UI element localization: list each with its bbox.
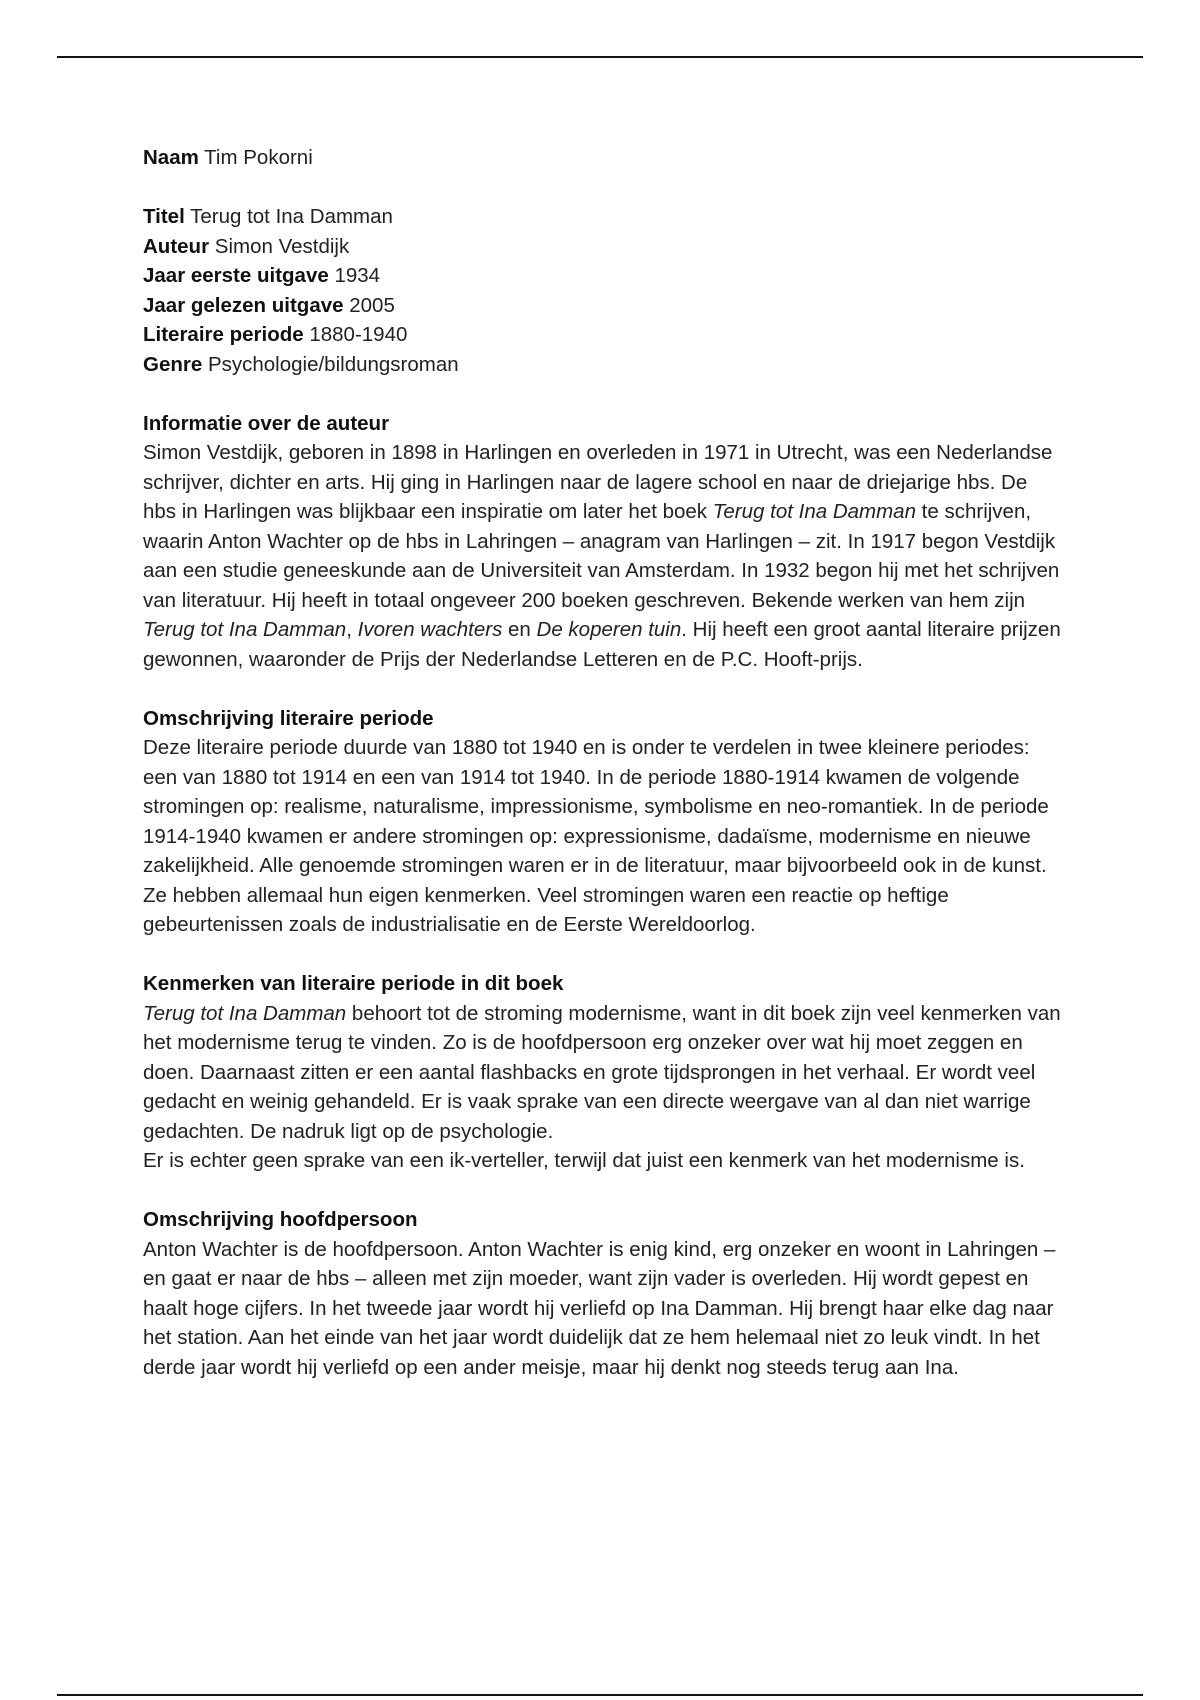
meta-label: Genre bbox=[143, 352, 203, 376]
text-run: , bbox=[346, 618, 358, 641]
bottom-rule bbox=[57, 1694, 1143, 1696]
text-run: Simon Vestdijk, geboren in 1898 in Harlingen en overleden in 1971 in Utrecht, was een Nederlandse schrijver, dichter en arts. Hij ging in Harlingen naar de lagere school en naar de driejarige hbs. De hbs in Harlingen was blijkbaar een inspiratie om later het boek bbox=[143, 441, 1053, 523]
meta-value: 1880-1940 bbox=[309, 323, 408, 346]
name-line bbox=[143, 143, 1063, 173]
section-period bbox=[143, 704, 1063, 940]
meta-value: 1934 bbox=[334, 264, 381, 287]
spacer bbox=[143, 379, 1063, 409]
meta-author bbox=[143, 232, 1063, 262]
book-title: De koperen tuin bbox=[536, 618, 682, 641]
text-run: en bbox=[502, 618, 537, 641]
meta-value: Terug tot Ina Damman bbox=[190, 205, 393, 228]
text-run: te schrijven, waarin Anton Wachter op de hbs in Lahringen – anagram van Harlingen – zit. In 1917 begon Vestdijk aan een studie geneeskunde aan de Universiteit van Amsterdam. In 1932 begon hij met het schrijven van literatuur. Hij heeft in totaal ongeveer 200 boeken geschreven. Bekende werken van hem zijn bbox=[143, 500, 1060, 612]
book-title: Terug tot Ina Damman bbox=[143, 618, 347, 641]
section-heading: Kenmerken van literaire periode in dit boek bbox=[143, 972, 564, 995]
section-features bbox=[143, 969, 1063, 1176]
spacer bbox=[143, 1176, 1063, 1206]
top-rule bbox=[57, 56, 1143, 58]
spacer bbox=[143, 940, 1063, 970]
book-title: Terug tot Ina Damman bbox=[712, 500, 916, 523]
section-protagonist bbox=[143, 1205, 1063, 1382]
book-title: Ivoren wachters bbox=[357, 618, 503, 641]
name-value: Tim Pokorni bbox=[204, 146, 313, 169]
section-heading: Informatie over de auteur bbox=[143, 411, 390, 435]
meta-label: Titel bbox=[143, 205, 185, 228]
section-author bbox=[143, 409, 1063, 675]
meta-label: Jaar gelezen uitgave bbox=[143, 293, 344, 317]
meta-read-edition bbox=[143, 291, 1063, 321]
meta-label: Literaire periode bbox=[143, 323, 304, 346]
spacer bbox=[143, 674, 1063, 704]
section-body bbox=[143, 999, 1063, 1147]
text-run: . Hij heeft een groot aantal literaire prijzen gewonnen, waaronder de Prijs der Nederlandse Letteren en de P.C. Hooft-prijs. bbox=[143, 618, 1061, 671]
section-body: Deze literaire periode duurde van 1880 tot 1940 en is onder te verdelen in twee kleinere periodes: een van 1880 tot 1914 en een van 1914 tot 1940. In de periode 1880-1914 kwamen de volgende stromingen op: realisme, naturalisme, impressionisme, symbolisme en neo-romantiek. In de periode 1914-1940 kwamen er andere stromingen op: expressionisme, dadaïsme, modernisme en nieuwe zakelijkheid. Alle genoemde stromingen waren er in de literatuur, maar bijvoorbeeld ook in de kunst. Ze hebben allemaal hun eigen kenmerken. Veel stromingen waren een reactie op heftige gebeurtenissen zoals de industrialisatie en de Eerste Wereldoorlog. bbox=[143, 736, 1049, 936]
meta-label: Auteur bbox=[143, 234, 210, 258]
meta-first-edition bbox=[143, 261, 1063, 291]
section-body: Anton Wachter is de hoofdpersoon. Anton Wachter is enig kind, erg onzeker en woont in Lahringen – en gaat er naar de hbs – alleen met zijn moeder, want zijn vader is overleden. Hij wordt gepest en haalt hoge cijfers. In het tweede jaar wordt hij verliefd op Ina Damman. Hij brengt haar elke dag naar het station. Aan het einde van het jaar wordt duidelijk dat ze hem helemaal niet zo leuk vindt. In het derde jaar wordt hij verliefd op een ander meisje, maar hij denkt nog steeds terug aan Ina. bbox=[143, 1237, 1056, 1379]
section-body: Er is echter geen sprake van een ik-verteller, terwijl dat juist een kenmerk van het modernisme is. bbox=[143, 1149, 1025, 1172]
book-meta bbox=[143, 202, 1063, 379]
meta-genre bbox=[143, 350, 1063, 380]
meta-period bbox=[143, 320, 1063, 350]
meta-value: Simon Vestdijk bbox=[214, 234, 350, 258]
meta-value: 2005 bbox=[349, 293, 395, 317]
spacer bbox=[143, 173, 1063, 203]
section-body bbox=[143, 438, 1063, 674]
book-title: Terug tot Ina Damman bbox=[143, 1001, 347, 1025]
section-heading: Omschrijving literaire periode bbox=[143, 706, 434, 730]
meta-value: Psychologie/bildungsroman bbox=[207, 352, 459, 376]
section-heading: Omschrijving hoofdpersoon bbox=[143, 1208, 418, 1231]
meta-title bbox=[143, 202, 1063, 232]
name-label: Naam bbox=[143, 146, 199, 169]
document-page bbox=[143, 143, 1063, 1382]
meta-label: Jaar eerste uitgave bbox=[143, 264, 329, 287]
text-run: behoort tot de stroming modernisme, want in dit boek zijn veel kenmerken van het modernisme terug te vinden. Zo is de hoofdpersoon erg onzeker over wat hij moet zeggen en doen. Daarnaast zitten er een aantal flashbacks en grote tijdsprongen in het verhaal. Er wordt veel gedacht en weinig gehandeld. Er is vaak sprake van een directe weergave van al dan niet warrige gedachten. De nadruk ligt op de psychologie. bbox=[143, 1001, 1061, 1143]
